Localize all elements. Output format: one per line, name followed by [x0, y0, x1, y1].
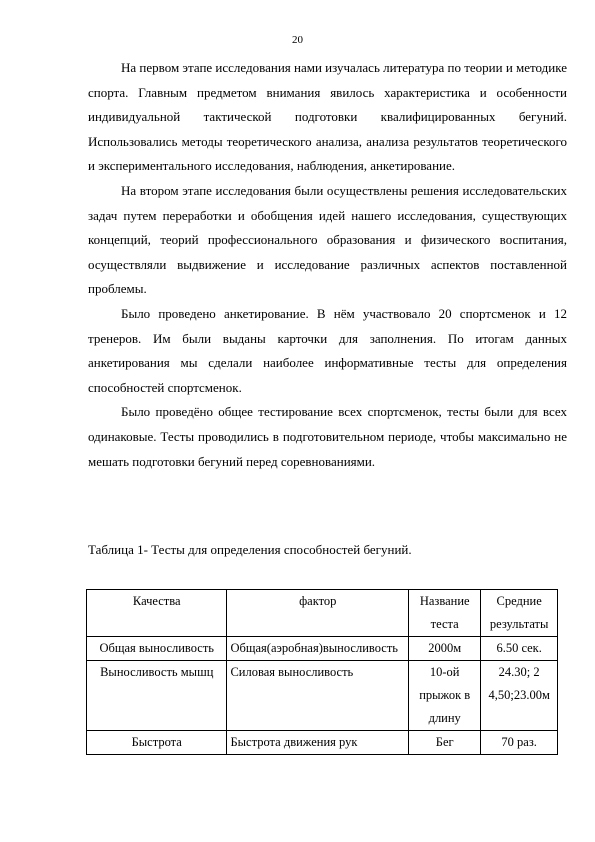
cell-factor: Силовая выносливость [227, 661, 409, 731]
table-row [87, 661, 558, 731]
header-factor: фактор [227, 590, 409, 637]
tests-table [86, 589, 558, 755]
table-caption: Таблица 1- Тесты для определения способностей бегуний. [88, 542, 412, 557]
cell-factor: Быстрота движения рук [227, 731, 409, 755]
paragraph-2: На втором этапе исследования были осуществлены решения исследовательских задач путем переработки и обобщения идей нашего исследования, существующих концепций, теорий профессионального образования и физического воспитания, осуществляли выдвижение и исследование различных аспектов поставленной проблемы. [88, 182, 567, 297]
paragraph-4: Было проведёно общее тестирование всех спортсменок, тесты были для всех одинаковые. Тесты проводились в подготовительном периоде, чтобы максимально не мешать подготовки бегуний перед соревнованиями. [88, 404, 567, 469]
cell-quality: Выносливость мышц [87, 661, 227, 731]
table-row [87, 731, 558, 755]
cell-test-name: 10-ой прыжок в длину [409, 661, 481, 731]
cell-test-name: 2000м [409, 637, 481, 661]
header-test-name: Название теста [409, 590, 481, 637]
cell-quality: Общая выносливость [87, 637, 227, 661]
table-row [87, 637, 558, 661]
cell-result: 24.30; 2 4,50;23.00м [481, 661, 558, 731]
cell-test-name: Бег [409, 731, 481, 755]
page-number: 20 [292, 34, 303, 46]
cell-quality: Быстрота [87, 731, 227, 755]
cell-result: 70 раз. [481, 731, 558, 755]
table-header-row [87, 590, 558, 637]
body-text [88, 56, 567, 474]
paragraph-1: На первом этапе исследования нами изучалась литература по теории и методике спорта. Главным предметом внимания явилось характеристика и особенности индивидуальной тактической подготовки квалифицированных бегуний. Использовались методы теоретического анализа, анализа результатов теоретического и экспериментального исследования, наблюдения, анкетирование. [88, 60, 567, 174]
cell-result: 6.50 сек. [481, 637, 558, 661]
header-average-results: Средние результаты [481, 590, 558, 637]
cell-factor: Общая(аэробная)выносливость [227, 637, 409, 661]
header-qualities: Качества [87, 590, 227, 637]
paragraph-3: Было проведено анкетирование. В нём участвовало 20 спортсменок и 12 тренеров. Им были выданы карточки для заполнения. По итогам данных анкетирования мы сделали наиболее информативные тесты для определения способностей спортсменок. [88, 305, 567, 395]
